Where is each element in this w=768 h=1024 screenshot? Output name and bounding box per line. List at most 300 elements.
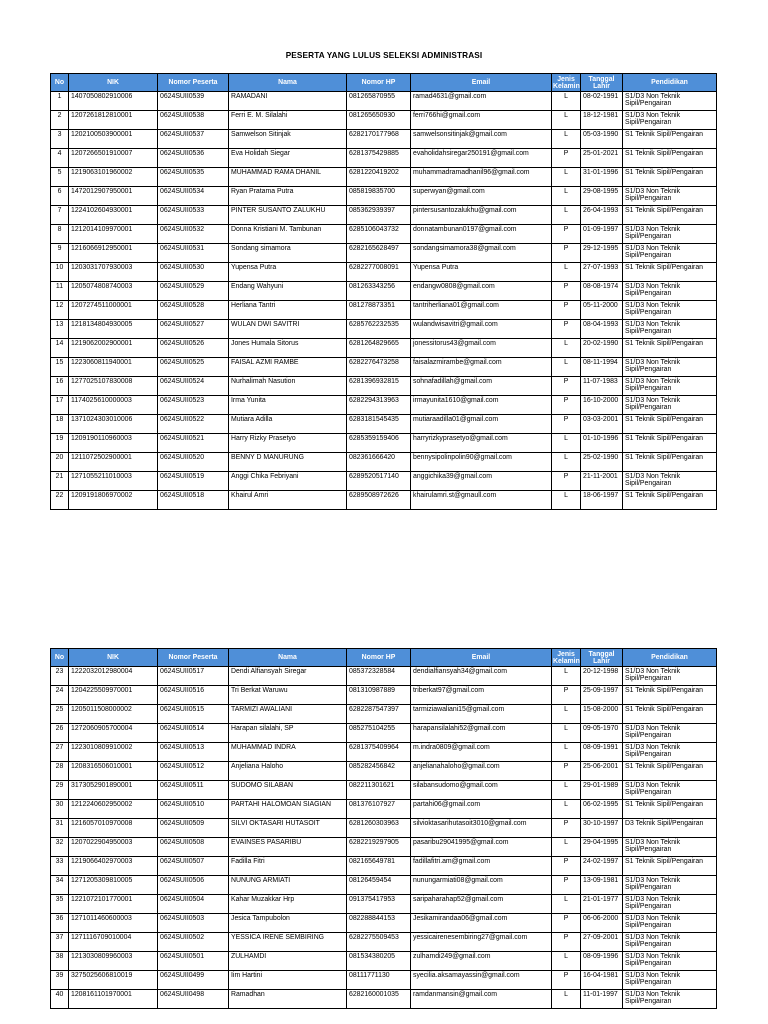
cell-nomor-hp: 082211301621	[347, 781, 411, 800]
header-col-nomor-peserta: Nomor Peserta	[158, 649, 229, 667]
cell-nomor-peserta: 0624SUII0528	[158, 301, 229, 320]
cell-jenis-kelamin: L	[552, 667, 581, 686]
cell-email: faisalazmirambe@gmail.com	[411, 358, 552, 377]
cell-nomor-peserta: 0624SUII0507	[158, 857, 229, 876]
cell-nomor-peserta: 0624SUII0532	[158, 225, 229, 244]
cell-jenis-kelamin: P	[552, 933, 581, 952]
cell-nomor-peserta: 0624SUII0515	[158, 705, 229, 724]
cell-jenis-kelamin: P	[552, 301, 581, 320]
cell-tanggal-lahir: 25-01-2021	[581, 149, 623, 168]
cell-nama: SUDOMO SILABAN	[229, 781, 347, 800]
cell-nama: EVAINSES PASARIBU	[229, 838, 347, 857]
cell-email: partahi06@gmail.com	[411, 800, 552, 819]
cell-no: 27	[51, 743, 69, 762]
table-row	[51, 130, 717, 149]
cell-pendidikan: S1 Teknik Sipil/Pengairan	[623, 168, 717, 187]
cell-nomor-peserta: 0624SUII0533	[158, 206, 229, 225]
cell-nomor-peserta: 0624SUII0503	[158, 914, 229, 933]
cell-jenis-kelamin: L	[552, 263, 581, 282]
cell-no: 28	[51, 762, 69, 781]
cell-jenis-kelamin: L	[552, 130, 581, 149]
cell-nik: 1221072101770001	[69, 895, 158, 914]
header-col-tanggal-lahir: Tanggal Lahir	[581, 649, 623, 667]
header-col-nik: NIK	[69, 74, 158, 92]
cell-nik: 1223060811940001	[69, 358, 158, 377]
cell-email: khairulamri.st@gmaull.com	[411, 491, 552, 510]
cell-nomor-peserta: 0624SUII0498	[158, 990, 229, 1009]
cell-tanggal-lahir: 29-04-1995	[581, 838, 623, 857]
cell-jenis-kelamin: L	[552, 705, 581, 724]
cell-email: yessicairenesembiring27@gmail.com	[411, 933, 552, 952]
cell-no: 24	[51, 686, 69, 705]
cell-nama: Ryan Pratama Putra	[229, 187, 347, 206]
cell-no: 32	[51, 838, 69, 857]
cell-nik: 1211072502900001	[69, 453, 158, 472]
cell-tanggal-lahir: 13-09-1981	[581, 876, 623, 895]
cell-nomor-hp: 6281375429885	[347, 149, 411, 168]
cell-tanggal-lahir: 08-11-1994	[581, 358, 623, 377]
cell-jenis-kelamin: P	[552, 914, 581, 933]
cell-tanggal-lahir: 06-06-2000	[581, 914, 623, 933]
participants-table-1	[50, 73, 717, 510]
cell-tanggal-lahir: 11-07-1983	[581, 377, 623, 396]
cell-email: jonessitorus43@gmail.com	[411, 339, 552, 358]
table-row	[51, 187, 717, 206]
cell-nik: 3275025606810019	[69, 971, 158, 990]
cell-nama: Nurhalimah Nasution	[229, 377, 347, 396]
cell-jenis-kelamin: P	[552, 320, 581, 339]
cell-tanggal-lahir: 05-11-2000	[581, 301, 623, 320]
cell-tanggal-lahir: 03-03-2001	[581, 415, 623, 434]
table-row	[51, 895, 717, 914]
cell-nik: 1205011508000002	[69, 705, 158, 724]
cell-no: 16	[51, 377, 69, 396]
cell-jenis-kelamin: L	[552, 358, 581, 377]
cell-tanggal-lahir: 25-06-2001	[581, 762, 623, 781]
cell-nama: Tri Berkat Waruwu	[229, 686, 347, 705]
cell-jenis-kelamin: P	[552, 282, 581, 301]
table-row	[51, 724, 717, 743]
cell-nama: BENNY D MANURUNG	[229, 453, 347, 472]
header-col-pendidikan: Pendidikan	[623, 649, 717, 667]
cell-pendidikan: S1 Teknik Sipil/Pengairan	[623, 491, 717, 510]
cell-no: 26	[51, 724, 69, 743]
cell-tanggal-lahir: 16-10-2000	[581, 396, 623, 415]
cell-nomor-hp: 082288844153	[347, 914, 411, 933]
cell-no: 8	[51, 225, 69, 244]
cell-email: anggichika39@gmail.com	[411, 472, 552, 491]
table-row	[51, 990, 717, 1009]
cell-nomor-peserta: 0624SUII0508	[158, 838, 229, 857]
cell-email: silabansudomo@gmail.com	[411, 781, 552, 800]
cell-jenis-kelamin: P	[552, 971, 581, 990]
cell-tanggal-lahir: 24-02-1997	[581, 857, 623, 876]
cell-tanggal-lahir: 05-03-1990	[581, 130, 623, 149]
cell-jenis-kelamin: L	[552, 838, 581, 857]
cell-no: 7	[51, 206, 69, 225]
cell-nama: Khairul Amri	[229, 491, 347, 510]
cell-nama: Dendi Alfiansyah Siregar	[229, 667, 347, 686]
cell-jenis-kelamin: P	[552, 225, 581, 244]
cell-nik: 1271116709010004	[69, 933, 158, 952]
cell-nomor-peserta: 0624SUII0539	[158, 92, 229, 111]
cell-email: tantriherliana01@gmail.com	[411, 301, 552, 320]
header-col-nomor-hp: Nomor HP	[347, 649, 411, 667]
cell-pendidikan: S1/D3 Non Teknik Sipil/Pengairan	[623, 838, 717, 857]
cell-nomor-hp: 081534380205	[347, 952, 411, 971]
cell-no: 37	[51, 933, 69, 952]
cell-nomor-peserta: 0624SUII0499	[158, 971, 229, 990]
table-row	[51, 320, 717, 339]
cell-jenis-kelamin: P	[552, 149, 581, 168]
cell-no: 11	[51, 282, 69, 301]
cell-jenis-kelamin: L	[552, 990, 581, 1009]
table-row	[51, 453, 717, 472]
cell-no: 1	[51, 92, 69, 111]
cell-nama: MUHAMMAD RAMA DHANIL	[229, 168, 347, 187]
cell-nomor-hp: 6282294313963	[347, 396, 411, 415]
header-col-nik: NIK	[69, 649, 158, 667]
cell-nomor-peserta: 0624SUII0522	[158, 415, 229, 434]
cell-nik: 1209190110960003	[69, 434, 158, 453]
cell-tanggal-lahir: 21-11-2001	[581, 472, 623, 491]
cell-no: 29	[51, 781, 69, 800]
cell-email: ferri766hi@gmail.com	[411, 111, 552, 130]
cell-no: 4	[51, 149, 69, 168]
table-row	[51, 168, 717, 187]
table-row	[51, 377, 717, 396]
cell-tanggal-lahir: 29-12-1995	[581, 244, 623, 263]
cell-email: syecilia.aksamayassin@gmail.com	[411, 971, 552, 990]
table-row	[51, 819, 717, 838]
cell-nomor-hp: 6289520517140	[347, 472, 411, 491]
cell-pendidikan: S1/D3 Non Teknik Sipil/Pengairan	[623, 667, 717, 686]
table-header	[51, 74, 717, 92]
header-col-nama: Nama	[229, 649, 347, 667]
cell-jenis-kelamin: P	[552, 686, 581, 705]
cell-no: 9	[51, 244, 69, 263]
cell-email: mutiaraadilla01@gmail.com	[411, 415, 552, 434]
cell-nomor-peserta: 0624SUII0525	[158, 358, 229, 377]
cell-nama: Fadilla Fitri	[229, 857, 347, 876]
table-row	[51, 933, 717, 952]
header-col-no: No	[51, 74, 69, 92]
cell-nama: Donna Kristiani M. Tambunan	[229, 225, 347, 244]
cell-nik: 1203031707930003	[69, 263, 158, 282]
cell-jenis-kelamin: L	[552, 743, 581, 762]
cell-pendidikan: S1/D3 Non Teknik Sipil/Pengairan	[623, 301, 717, 320]
cell-nomor-peserta: 0624SUII0510	[158, 800, 229, 819]
cell-nomor-peserta: 0624SUII0524	[158, 377, 229, 396]
table-row	[51, 705, 717, 724]
cell-nomor-hp: 6283181545435	[347, 415, 411, 434]
header-col-tanggal-lahir: Tanggal Lahir	[581, 74, 623, 92]
table-row	[51, 149, 717, 168]
cell-nama: PINTER SUSANTO ZALUKHU	[229, 206, 347, 225]
cell-nomor-peserta: 0624SUII0526	[158, 339, 229, 358]
cell-nomor-peserta: 0624SUII0521	[158, 434, 229, 453]
cell-nik: 1271205309810005	[69, 876, 158, 895]
cell-pendidikan: S1/D3 Non Teknik Sipil/Pengairan	[623, 781, 717, 800]
cell-pendidikan: D3 Teknik Sipil/Pengairan	[623, 819, 717, 838]
cell-nama: NUNUNG ARMIATI	[229, 876, 347, 895]
cell-no: 35	[51, 895, 69, 914]
cell-email: pasaribu29041995@gmail.com	[411, 838, 552, 857]
table-row	[51, 434, 717, 453]
cell-nomor-peserta: 0624SUII0537	[158, 130, 229, 149]
cell-nomor-peserta: 0624SUII0502	[158, 933, 229, 952]
cell-nik: 1207261812810001	[69, 111, 158, 130]
cell-pendidikan: S1/D3 Non Teknik Sipil/Pengairan	[623, 971, 717, 990]
cell-nomor-peserta: 0624SUII0512	[158, 762, 229, 781]
cell-email: pintersusantozalukhu@gmail.com	[411, 206, 552, 225]
table-row	[51, 491, 717, 510]
cell-nomor-peserta: 0624SUII0531	[158, 244, 229, 263]
cell-tanggal-lahir: 16-04-1981	[581, 971, 623, 990]
cell-email: harryrizkyprasetyo@gmail.com	[411, 434, 552, 453]
table-row	[51, 111, 717, 130]
cell-email: silvioktasarihutasoit3010@gmail.com	[411, 819, 552, 838]
cell-nama: Anjeliana Haloho	[229, 762, 347, 781]
cell-email: dendialfiansyah34@gmail.com	[411, 667, 552, 686]
cell-nik: 1219063101960002	[69, 168, 158, 187]
cell-nama: Eva Holidah Siegar	[229, 149, 347, 168]
table-row	[51, 92, 717, 111]
cell-pendidikan: S1/D3 Non Teknik Sipil/Pengairan	[623, 358, 717, 377]
cell-nik: 1212240602950002	[69, 800, 158, 819]
cell-pendidikan: S1/D3 Non Teknik Sipil/Pengairan	[623, 244, 717, 263]
cell-nomor-peserta: 0624SUII0517	[158, 667, 229, 686]
cell-pendidikan: S1 Teknik Sipil/Pengairan	[623, 415, 717, 434]
cell-jenis-kelamin: P	[552, 472, 581, 491]
cell-no: 33	[51, 857, 69, 876]
cell-nomor-hp: 082165649781	[347, 857, 411, 876]
cell-jenis-kelamin: L	[552, 434, 581, 453]
cell-no: 2	[51, 111, 69, 130]
cell-nomor-peserta: 0624SUII0523	[158, 396, 229, 415]
cell-nomor-peserta: 0624SUII0527	[158, 320, 229, 339]
cell-email: zulhamdi249@gmail.com	[411, 952, 552, 971]
cell-tanggal-lahir: 09-05-1970	[581, 724, 623, 743]
table-row	[51, 743, 717, 762]
cell-nomor-peserta: 0624SUII0514	[158, 724, 229, 743]
cell-pendidikan: S1/D3 Non Teknik Sipil/Pengairan	[623, 472, 717, 491]
header-col-email: Email	[411, 649, 552, 667]
cell-nama: Yupensa Putra	[229, 263, 347, 282]
cell-pendidikan: S1/D3 Non Teknik Sipil/Pengairan	[623, 933, 717, 952]
cell-nomor-hp: 6282276473258	[347, 358, 411, 377]
cell-nama: Samwelson Sitinjak	[229, 130, 347, 149]
cell-nomor-peserta: 0624SUII0513	[158, 743, 229, 762]
cell-nomor-hp: 6289508972626	[347, 491, 411, 510]
cell-nomor-peserta: 0624SUII0529	[158, 282, 229, 301]
cell-pendidikan: S1/D3 Non Teknik Sipil/Pengairan	[623, 320, 717, 339]
cell-tanggal-lahir: 08-09-1991	[581, 743, 623, 762]
cell-email: superwyan@gmail.com	[411, 187, 552, 206]
cell-nomor-peserta: 0624SUII0501	[158, 952, 229, 971]
cell-nik: 1208316506010001	[69, 762, 158, 781]
cell-pendidikan: S1 Teknik Sipil/Pengairan	[623, 800, 717, 819]
cell-nama: TARMIZI AWALIANI	[229, 705, 347, 724]
cell-no: 31	[51, 819, 69, 838]
cell-nik: 1222032012980004	[69, 667, 158, 686]
cell-nomor-hp: 6282170177968	[347, 130, 411, 149]
cell-pendidikan: S1/D3 Non Teknik Sipil/Pengairan	[623, 187, 717, 206]
cell-tanggal-lahir: 08-02-1991	[581, 92, 623, 111]
table-row	[51, 876, 717, 895]
cell-no: 13	[51, 320, 69, 339]
cell-nomor-hp: 081278873351	[347, 301, 411, 320]
cell-nomor-hp: 082361666420	[347, 453, 411, 472]
cell-jenis-kelamin: L	[552, 895, 581, 914]
cell-tanggal-lahir: 21-01-1977	[581, 895, 623, 914]
cell-nik: 1216057010970008	[69, 819, 158, 838]
cell-tanggal-lahir: 01-10-1996	[581, 434, 623, 453]
cell-nomor-peserta: 0624SUII0511	[158, 781, 229, 800]
cell-tanggal-lahir: 01-09-1997	[581, 225, 623, 244]
cell-nomor-hp: 6282160001035	[347, 990, 411, 1009]
cell-nik: 1209191806970002	[69, 491, 158, 510]
cell-nama: Endang Wahyuni	[229, 282, 347, 301]
cell-nomor-hp: 6282287547397	[347, 705, 411, 724]
cell-nik: 1213030809960003	[69, 952, 158, 971]
cell-no: 17	[51, 396, 69, 415]
cell-pendidikan: S1 Teknik Sipil/Pengairan	[623, 339, 717, 358]
cell-tanggal-lahir: 27-07-1993	[581, 263, 623, 282]
cell-jenis-kelamin: L	[552, 339, 581, 358]
cell-pendidikan: S1 Teknik Sipil/Pengairan	[623, 686, 717, 705]
cell-pendidikan: S1/D3 Non Teknik Sipil/Pengairan	[623, 990, 717, 1009]
cell-nomor-peserta: 0624SUII0538	[158, 111, 229, 130]
cell-jenis-kelamin: P	[552, 377, 581, 396]
cell-pendidikan: S1 Teknik Sipil/Pengairan	[623, 206, 717, 225]
cell-pendidikan: S1 Teknik Sipil/Pengairan	[623, 705, 717, 724]
cell-jenis-kelamin: L	[552, 800, 581, 819]
cell-nomor-hp: 081310987889	[347, 686, 411, 705]
cell-nomor-peserta: 0624SUII0534	[158, 187, 229, 206]
cell-email: m.indra0809@gmail.com	[411, 743, 552, 762]
cell-pendidikan: S1/D3 Non Teknik Sipil/Pengairan	[623, 724, 717, 743]
cell-nama: Sondang simamora	[229, 244, 347, 263]
cell-nomor-hp: 6281375409964	[347, 743, 411, 762]
cell-nik: 1207274511000001	[69, 301, 158, 320]
cell-nik: 1207266501910007	[69, 149, 158, 168]
cell-pendidikan: S1/D3 Non Teknik Sipil/Pengairan	[623, 111, 717, 130]
cell-nik: 1272060905700004	[69, 724, 158, 743]
cell-no: 38	[51, 952, 69, 971]
cell-nik: 1174025610000003	[69, 396, 158, 415]
cell-nik: 1216066912950001	[69, 244, 158, 263]
cell-tanggal-lahir: 25-02-1990	[581, 453, 623, 472]
cell-email: samwelsonsitinjak@gmail.com	[411, 130, 552, 149]
cell-nama: Jesica Tampubolon	[229, 914, 347, 933]
cell-nik: 1207022904950003	[69, 838, 158, 857]
cell-nama: FAISAL AZMI RAMBE	[229, 358, 347, 377]
cell-email: bennysipolinpolin90@gmail.com	[411, 453, 552, 472]
cell-email: triberkat97@gmail.com	[411, 686, 552, 705]
cell-email: endangw0808@gmail.com	[411, 282, 552, 301]
table-row	[51, 339, 717, 358]
cell-no: 40	[51, 990, 69, 1009]
header-col-pendidikan: Pendidikan	[623, 74, 717, 92]
cell-nama: ZULHAMDI	[229, 952, 347, 971]
cell-no: 19	[51, 434, 69, 453]
cell-jenis-kelamin: P	[552, 857, 581, 876]
cell-tanggal-lahir: 08-04-1993	[581, 320, 623, 339]
cell-nomor-hp: 081263343256	[347, 282, 411, 301]
header-col-jenis-kelamin: Jenis Kelamin	[553, 650, 580, 665]
cell-nik: 1407050802910006	[69, 92, 158, 111]
cell-nomor-hp: 085282456842	[347, 762, 411, 781]
cell-no: 22	[51, 491, 69, 510]
cell-nik: 1204225509970001	[69, 686, 158, 705]
cell-no: 36	[51, 914, 69, 933]
cell-jenis-kelamin: P	[552, 762, 581, 781]
cell-pendidikan: S1/D3 Non Teknik Sipil/Pengairan	[623, 952, 717, 971]
cell-pendidikan: S1 Teknik Sipil/Pengairan	[623, 434, 717, 453]
cell-nama: Irma Yunita	[229, 396, 347, 415]
cell-pendidikan: S1 Teknik Sipil/Pengairan	[623, 453, 717, 472]
table-row	[51, 263, 717, 282]
cell-jenis-kelamin: L	[552, 724, 581, 743]
cell-pendidikan: S1/D3 Non Teknik Sipil/Pengairan	[623, 92, 717, 111]
table-row	[51, 472, 717, 491]
cell-nama: Ramadhan	[229, 990, 347, 1009]
cell-no: 10	[51, 263, 69, 282]
cell-nama: Herliana Tantri	[229, 301, 347, 320]
cell-email: fadillafitri.am@gmail.com	[411, 857, 552, 876]
table-row	[51, 971, 717, 990]
cell-nomor-peserta: 0624SUII0509	[158, 819, 229, 838]
cell-email: muhammadramadhanil96@gmail.com	[411, 168, 552, 187]
cell-nomor-hp: 6285762232535	[347, 320, 411, 339]
cell-nomor-hp: 6281220419202	[347, 168, 411, 187]
table-header	[51, 649, 717, 667]
cell-email: Yupensa Putra	[411, 263, 552, 282]
cell-jenis-kelamin: L	[552, 952, 581, 971]
cell-nomor-hp: 085275104255	[347, 724, 411, 743]
cell-nama: YESSICA IRENE SEMBIRING	[229, 933, 347, 952]
cell-nomor-peserta: 0624SUII0504	[158, 895, 229, 914]
cell-nomor-hp: 6285359159406	[347, 434, 411, 453]
cell-nik: 1218134804930005	[69, 320, 158, 339]
table-row	[51, 358, 717, 377]
cell-tanggal-lahir: 29-01-1989	[581, 781, 623, 800]
cell-nomor-peserta: 0624SUII0520	[158, 453, 229, 472]
cell-nama: Anggi Chika Febriyani	[229, 472, 347, 491]
cell-nama: Kahar Muzakkar Hrp	[229, 895, 347, 914]
cell-pendidikan: S1 Teknik Sipil/Pengairan	[623, 762, 717, 781]
cell-no: 14	[51, 339, 69, 358]
cell-nik: 1271055211010003	[69, 472, 158, 491]
cell-email: sondangsimamora38@gmail.com	[411, 244, 552, 263]
cell-pendidikan: S1/D3 Non Teknik Sipil/Pengairan	[623, 282, 717, 301]
cell-nik: 1371024303010006	[69, 415, 158, 434]
cell-nama: SILVI OKTASARI HUTASOIT	[229, 819, 347, 838]
cell-tanggal-lahir: 15-08-2000	[581, 705, 623, 724]
cell-jenis-kelamin: P	[552, 415, 581, 434]
cell-no: 18	[51, 415, 69, 434]
cell-nomor-hp: 6281264829665	[347, 339, 411, 358]
cell-nomor-peserta: 0624SUII0506	[158, 876, 229, 895]
header-col-no: No	[51, 649, 69, 667]
cell-nomor-hp: 6282277008091	[347, 263, 411, 282]
cell-nomor-hp: 081265650930	[347, 111, 411, 130]
cell-pendidikan: S1/D3 Non Teknik Sipil/Pengairan	[623, 225, 717, 244]
header-col-email: Email	[411, 74, 552, 92]
cell-jenis-kelamin: P	[552, 876, 581, 895]
cell-nama: Mutiara Adilla	[229, 415, 347, 434]
